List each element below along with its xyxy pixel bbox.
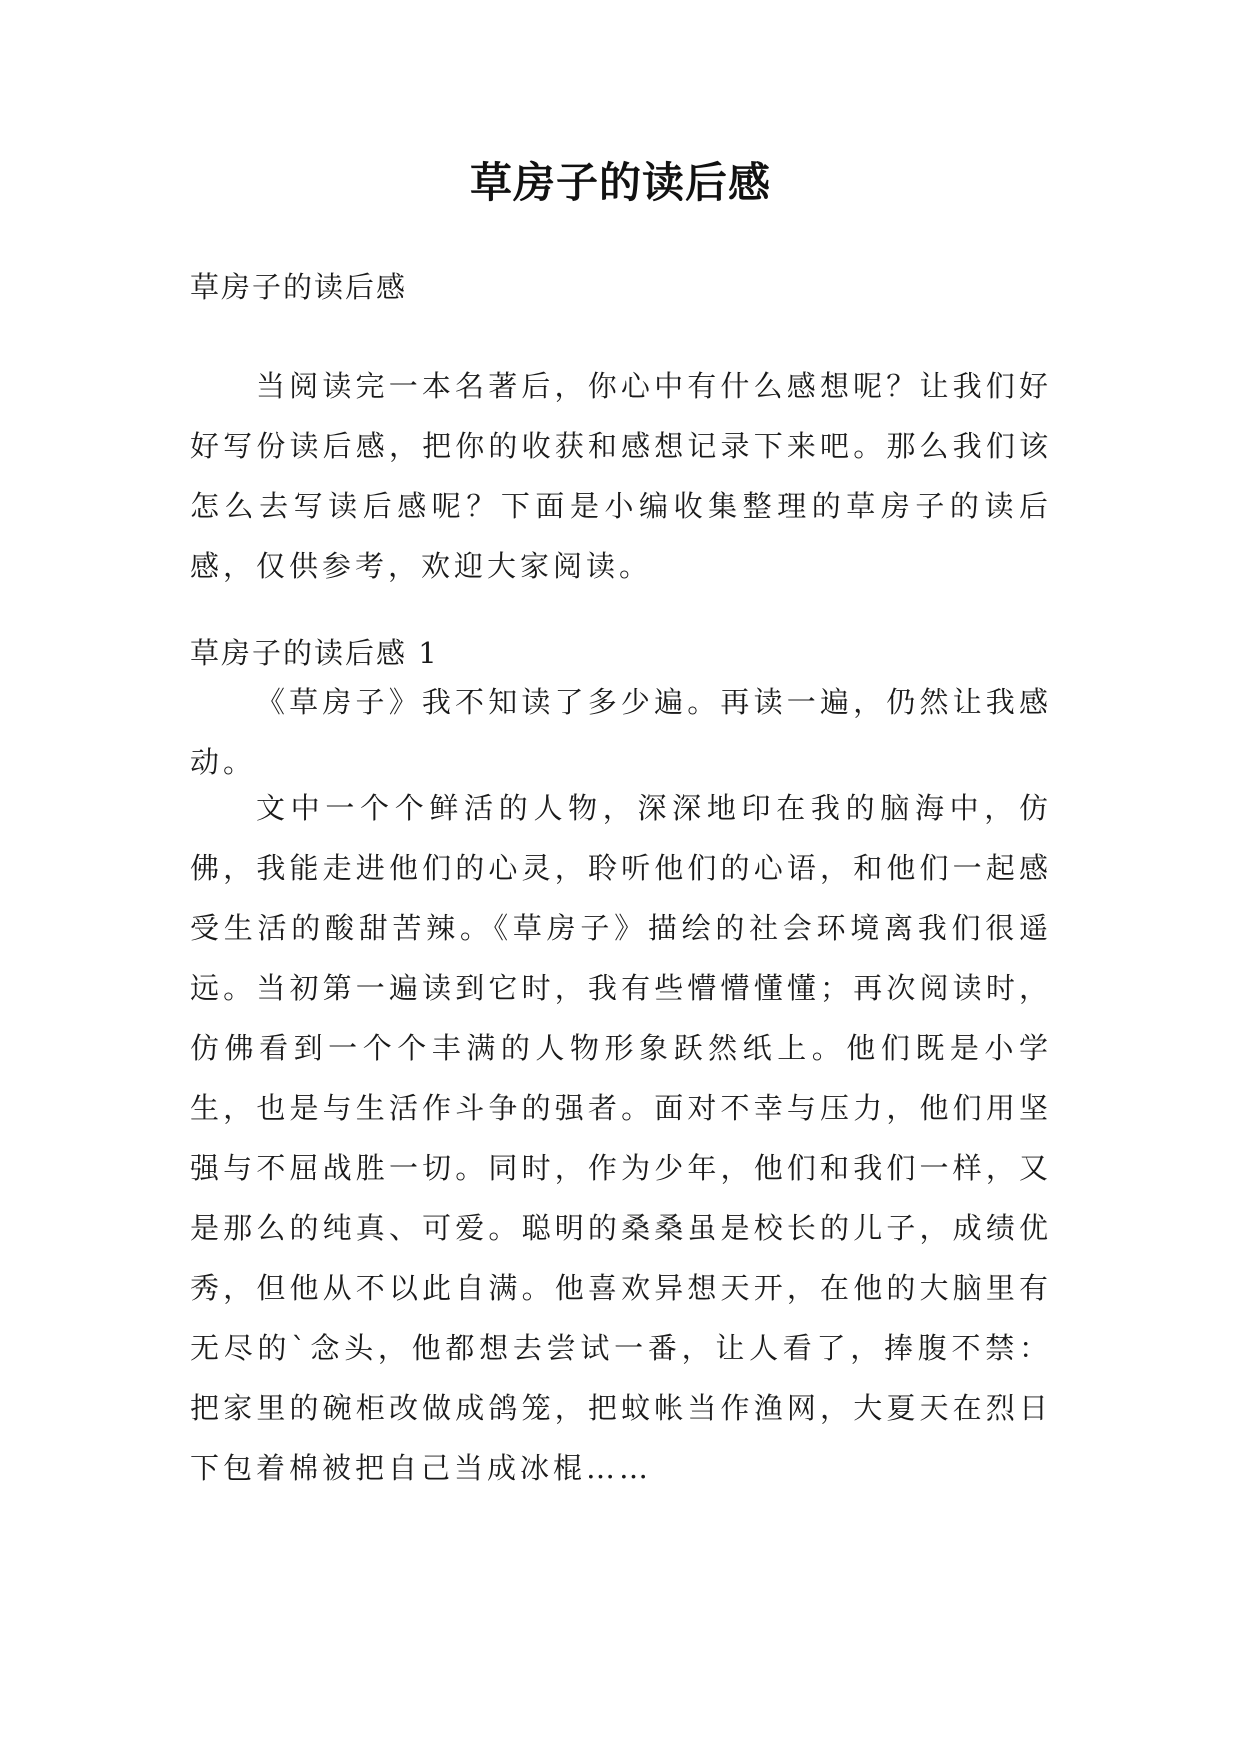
body-paragraph: 《草房子》我不知读了多少遍。再读一遍，仍然让我感动。 bbox=[190, 685, 1052, 779]
body-paragraph: 文中一个个鲜活的人物，深深地印在我的脑海中，仿佛，我能走进他们的心灵，聆听他们的心语，和他们一起感受生活的酸甜苦辣。《草房子》描绘的社会环境离我们很遥远。当初第一遍读到它时，我有些懵懵懂懂；再次阅读时，仿佛看到一个个丰满的人物形象跃然纸上。他们既是小学生，也是与生活作斗争的强者。面对不幸与压力，他们用坚强与不屈战胜一切。同时，作为少年，他们和我们一样，又是那么的纯真、可爱。聪明的桑桑虽是校长的儿子，成绩优秀，但他从不以此自满。他喜欢异想天开，在他的大脑里有无尽的`念头，他都想去尝试一番，让人看了，捧腹不禁：把家里的碗柜改做成鸽笼，把蚊帐当作渔网，大夏天在烈日下包着棉被把自己当成冰棍…… bbox=[190, 791, 1052, 1485]
section-heading: 草房子的读后感 1 bbox=[190, 636, 439, 670]
document-title: 草房子的读后感 bbox=[469, 158, 771, 207]
document-subtitle: 草房子的读后感 bbox=[190, 270, 408, 304]
intro-paragraph: 当阅读完一本名著后，你心中有什么感想呢？让我们好好写份读后感，把你的收获和感想记录下来吧。那么我们该怎么去写读后感呢？下面是小编收集整理的草房子的读后感，仅供参考，欢迎大家阅读。 bbox=[190, 369, 1052, 583]
